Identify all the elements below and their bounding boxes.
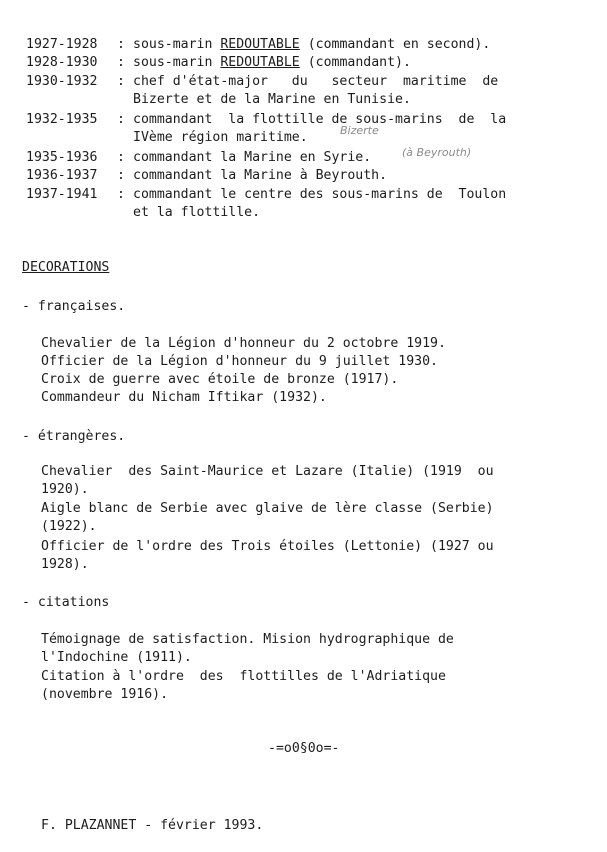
handwritten-note: Bizerte — [340, 124, 379, 137]
career-text: commandant le centre des sous-marins de Toulon — [133, 187, 507, 202]
decoration-line: Officier de l'ordre des Trois étoiles (Lettonie) (1927 ou — [41, 539, 494, 554]
career-text: sous-marin — [133, 55, 221, 70]
decoration-line: Chevalier des Saint-Maurice et Lazare (Italie) (1919 ou — [41, 464, 494, 479]
citation-line: l'Indochine (1911). — [41, 650, 192, 665]
decoration-line: (1922). — [41, 519, 97, 534]
colon: : — [117, 37, 125, 52]
section-heading-francaises: - françaises. — [22, 299, 126, 314]
colon: : — [117, 112, 125, 127]
career-text: commandant la Marine à Beyrouth. — [133, 168, 388, 183]
career-text: et la flottille. — [133, 205, 261, 220]
career-years: 1935-1936 — [26, 150, 98, 165]
decorations-heading: DECORATIONS — [22, 260, 110, 275]
separator: -=o0§0o=- — [268, 741, 340, 756]
colon: : — [117, 187, 125, 202]
decoration-line: Aigle blanc de Serbie avec glaive de lère classe (Serbie) — [41, 501, 494, 516]
decoration-line: Croix de guerre avec étoile de bronze (1917). — [41, 372, 399, 387]
ship-name: REDOUTABLE — [220, 37, 300, 52]
section-heading-etrangeres: - étrangères. — [22, 429, 126, 444]
career-years: 1930-1932 — [26, 74, 98, 89]
career-text: commandant la Marine en Syrie. — [133, 150, 372, 165]
decoration-line: 1920). — [41, 482, 89, 497]
section-heading-citations: - citations — [22, 595, 110, 610]
citation-line: (novembre 1916). — [41, 687, 169, 702]
decoration-line: Commandeur du Nicham Iftikar (1932). — [41, 390, 327, 405]
career-text: IVème région maritime. — [133, 130, 308, 145]
citation-line: Citation à l'ordre des flottilles de l'Adriatique — [41, 669, 446, 684]
citation-line: Témoignage de satisfaction. Mision hydrographique de — [41, 632, 454, 647]
decoration-line: 1928). — [41, 557, 89, 572]
career-years: 1937-1941 — [26, 187, 98, 202]
career-text: chef d'état-major du secteur maritime de — [133, 74, 499, 89]
decoration-line: Chevalier de la Légion d'honneur du 2 octobre 1919. — [41, 336, 446, 351]
colon: : — [117, 55, 125, 70]
handwritten-note: (à Beyrouth) — [402, 146, 472, 159]
ship-name: REDOUTABLE — [220, 55, 300, 70]
career-years: 1932-1935 — [26, 112, 98, 127]
colon: : — [117, 150, 125, 165]
career-years: 1927-1928 — [26, 37, 98, 52]
career-text: (commandant). — [299, 55, 411, 70]
career-text: (commandant en second). — [299, 37, 491, 52]
career-text: sous-marin — [133, 37, 221, 52]
career-text: commandant la flottille de sous-marins de la — [133, 112, 507, 127]
career-years: 1928-1930 — [26, 55, 98, 70]
decoration-line: Officier de la Légion d'honneur du 9 juillet 1930. — [41, 354, 438, 369]
career-text: Bizerte et de la Marine en Tunisie. — [133, 92, 411, 107]
colon: : — [117, 168, 125, 183]
colon: : — [117, 74, 125, 89]
signature: F. PLAZANNET - février 1993. — [41, 818, 264, 833]
career-years: 1936-1937 — [26, 168, 98, 183]
career-entry — [133, 54, 411, 72]
career-entry — [133, 36, 490, 54]
